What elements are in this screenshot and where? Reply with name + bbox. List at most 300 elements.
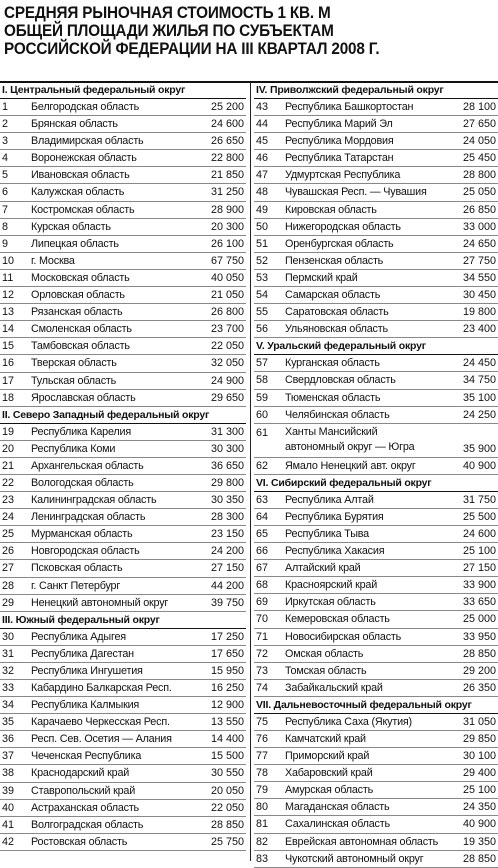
table-row (254, 219, 498, 236)
table-row (254, 611, 498, 628)
region-name: Ленинградская область (31, 511, 146, 524)
row-number: 49 (256, 203, 269, 216)
region-name: Ханты Мансийский автономный округ — Югра (285, 425, 415, 453)
table-row (254, 99, 498, 116)
table-row (254, 150, 498, 167)
row-number: 56 (256, 323, 269, 336)
row-number: 5 (2, 169, 9, 182)
price-value: 28 100 (462, 101, 496, 113)
price-value: 19 800 (462, 306, 496, 319)
price-value: 33 900 (462, 579, 496, 592)
region-name: Калужская область (31, 186, 125, 199)
price-value: 23 150 (210, 528, 244, 541)
row-number: 44 (256, 118, 269, 131)
price-value: 15 950 (210, 664, 244, 677)
table-row (254, 782, 498, 799)
table-row (254, 851, 498, 868)
region-name: Республика Адыгея (31, 630, 126, 643)
region-name: Костромская область (31, 203, 135, 216)
row-number: 36 (2, 733, 15, 746)
region-name: Калининградская область (31, 494, 157, 507)
table-row (0, 184, 246, 201)
table-row (0, 697, 246, 714)
row-number: 40 (2, 801, 15, 814)
row-number: 14 (2, 323, 15, 336)
title-line-2: ОБЩЕЙ ПЛОЩАДИ ЖИЛЬЯ ПО СУБЪЕКТАМ (4, 21, 334, 40)
row-number: 83 (256, 852, 269, 865)
region-name: Республика Хакасия (285, 545, 385, 558)
row-number: 16 (2, 357, 15, 370)
region-name: Курганская область (285, 357, 380, 370)
table-row (0, 800, 246, 817)
price-value: 28 800 (462, 169, 496, 182)
table-row (254, 355, 498, 372)
price-value: 26 800 (210, 306, 244, 319)
price-value: 12 900 (210, 699, 244, 712)
region-name: Псковская область (31, 562, 123, 575)
region-name: Липецкая область (31, 237, 119, 250)
price-value: 30 550 (210, 767, 244, 780)
price-value: 29 800 (210, 476, 244, 489)
price-value: 28 850 (462, 647, 496, 660)
district-header: II. Северо Западный федеральный округ (0, 407, 246, 424)
region-name: Омская область (285, 647, 364, 660)
price-value: 26 850 (462, 203, 496, 216)
row-number: 52 (256, 254, 269, 267)
table-row (0, 680, 246, 697)
row-number: 64 (256, 510, 269, 523)
region-name: Алтайский край (285, 562, 361, 575)
price-value: 22 050 (210, 801, 244, 814)
table-row (254, 629, 498, 646)
table-row (0, 509, 246, 526)
row-number: 75 (256, 715, 269, 728)
title-line-3: РОССИЙСКОЙ ФЕДЕРАЦИИ НА III КВАРТАЛ 2008 Г. (4, 39, 380, 58)
table-row (254, 133, 498, 150)
row-number: 18 (2, 391, 15, 404)
table-row (254, 765, 498, 782)
district-header: IV. Приволжский федеральный округ (254, 82, 498, 99)
price-value: 24 050 (462, 135, 496, 148)
table-row (0, 167, 246, 184)
price-value: 35 100 (462, 391, 496, 404)
price-value: 30 300 (210, 442, 244, 455)
table-row (0, 338, 246, 355)
price-value: 44 200 (210, 579, 244, 592)
row-number: 71 (256, 630, 269, 643)
region-name: Ямало Ненецкий авт. округ (285, 459, 416, 472)
row-number: 17 (2, 374, 15, 387)
row-number: 35 (2, 716, 15, 729)
row-number: 34 (2, 699, 15, 712)
table-row (0, 543, 246, 560)
column-divider (250, 82, 251, 861)
region-name: Курская область (31, 220, 111, 233)
price-value: 23 400 (462, 323, 496, 336)
price-value: 24 250 (462, 408, 496, 421)
row-number: 48 (256, 186, 269, 199)
row-number: 59 (256, 391, 269, 404)
row-number: 19 (2, 425, 15, 438)
table-row (254, 287, 498, 304)
table-row (0, 663, 246, 680)
table-row (0, 475, 246, 492)
price-value: 27 150 (462, 562, 496, 575)
region-name: Ненецкий автономный округ (31, 596, 169, 609)
table-row (254, 731, 498, 748)
table-row (254, 509, 498, 526)
table-row (254, 646, 498, 663)
row-number: 80 (256, 801, 269, 814)
row-number: 1 (2, 101, 9, 113)
row-number: 54 (256, 289, 269, 302)
row-number: 79 (256, 784, 269, 797)
table-row (254, 116, 498, 133)
row-number: 70 (256, 613, 269, 626)
row-number: 55 (256, 306, 269, 319)
region-name: Краснодарский край (31, 767, 130, 780)
table-row (254, 372, 498, 389)
region-name: Ульяновская область (285, 323, 388, 336)
district-header: III. Южный федеральный округ (0, 612, 246, 629)
price-value: 25 500 (462, 510, 496, 523)
row-number: 3 (2, 135, 9, 148)
table-row (254, 304, 498, 321)
row-number: 7 (2, 203, 9, 216)
row-number: 23 (2, 494, 15, 507)
region-name: Республика Тыва (285, 527, 369, 540)
table-row (254, 390, 498, 407)
table-row (254, 270, 498, 287)
price-value: 17 650 (210, 647, 244, 660)
price-value: 40 900 (462, 818, 496, 831)
region-name: Тверская область (31, 357, 117, 370)
table-row (254, 253, 498, 270)
table-row (254, 458, 498, 475)
price-value: 27 750 (462, 254, 496, 267)
row-number: 72 (256, 647, 269, 660)
price-value: 25 050 (462, 186, 496, 199)
table-row (0, 783, 246, 800)
region-name: Республика Дагестан (31, 647, 134, 660)
table-row (254, 560, 498, 577)
price-value: 24 600 (210, 118, 244, 131)
price-value: 28 850 (462, 852, 496, 865)
price-value: 36 650 (210, 459, 244, 472)
table-row (0, 355, 246, 372)
table-row (254, 184, 498, 201)
price-value: 30 450 (462, 289, 496, 302)
region-name: Красноярский край (285, 579, 378, 592)
region-name: Республика Коми (31, 442, 116, 455)
row-number: 31 (2, 647, 15, 660)
page-title (4, 4, 445, 58)
table-row (254, 424, 498, 458)
price-value: 30 350 (210, 494, 244, 507)
row-number: 45 (256, 135, 269, 148)
region-name: Чеченская Республика (31, 750, 142, 763)
table-row (254, 407, 498, 424)
row-number: 20 (2, 442, 15, 455)
table-row (0, 321, 246, 338)
table-row (254, 680, 498, 697)
table-row (254, 816, 498, 833)
region-name: Приморский край (285, 750, 370, 763)
row-number: 4 (2, 152, 9, 165)
region-name: Самарская область (285, 289, 381, 302)
table-row (0, 390, 246, 407)
region-name: Сахалинская область (285, 818, 390, 831)
price-value: 20 050 (210, 784, 244, 797)
price-value: 25 450 (462, 152, 496, 165)
price-value: 26 650 (210, 135, 244, 148)
row-number: 66 (256, 545, 269, 558)
table-row (254, 167, 498, 184)
price-value: 32 050 (210, 357, 244, 370)
row-number: 30 (2, 630, 15, 643)
region-name: Томская область (285, 664, 367, 677)
row-number: 67 (256, 562, 269, 575)
region-name: Тульская область (31, 374, 117, 387)
region-name: Свердловская область (285, 374, 396, 387)
table-row (254, 526, 498, 543)
price-value: 21 850 (210, 169, 244, 182)
table-row (254, 714, 498, 731)
row-number: 12 (2, 289, 15, 302)
table-row (0, 834, 246, 851)
region-name: Астраханская область (31, 801, 139, 814)
price-value: 22 050 (210, 340, 244, 353)
region-name: Республика Татарстан (285, 152, 394, 165)
row-number: 60 (256, 408, 269, 421)
row-number: 27 (2, 562, 15, 575)
region-name: Челябинская область (285, 408, 390, 421)
region-name: Вологодская область (31, 476, 134, 489)
region-name: Ивановская область (31, 169, 130, 182)
region-name: Смоленская область (31, 323, 132, 336)
table-row (0, 304, 246, 321)
table-row (0, 817, 246, 834)
table-row (0, 646, 246, 663)
price-value: 26 100 (210, 237, 244, 250)
row-number: 77 (256, 750, 269, 763)
price-value: 27 150 (210, 562, 244, 575)
table-row (254, 834, 498, 851)
region-name: Магаданская область (285, 801, 390, 814)
table-row (254, 799, 498, 816)
row-number: 42 (2, 835, 15, 848)
row-number: 41 (2, 818, 15, 831)
price-value: 24 600 (462, 527, 496, 540)
table-row (0, 458, 246, 475)
price-value: 39 750 (210, 596, 244, 609)
table-row (254, 577, 498, 594)
region-name: Ярославская область (31, 391, 136, 404)
price-value: 27 650 (462, 118, 496, 131)
region-name: г. Москва (31, 254, 75, 267)
row-number: 6 (2, 186, 9, 199)
row-number: 61 (256, 426, 269, 439)
price-value: 22 800 (210, 152, 244, 165)
row-number: 32 (2, 664, 15, 677)
table-row (0, 748, 246, 765)
row-number: 78 (256, 767, 269, 780)
row-number: 29 (2, 596, 15, 609)
region-name: Камчатский край (285, 733, 366, 745)
table-row (0, 492, 246, 509)
table-row (0, 116, 246, 133)
price-value: 31 050 (462, 715, 496, 728)
table-row (254, 492, 498, 509)
table-row (0, 629, 246, 646)
region-name: Карачаево Черкесская Респ. (31, 716, 170, 729)
price-value: 31 300 (210, 425, 244, 438)
table-row (254, 202, 498, 219)
region-name: Московская область (31, 271, 130, 284)
row-number: 76 (256, 733, 269, 745)
region-name: Пермский край (285, 271, 358, 284)
row-number: 9 (2, 237, 9, 250)
price-value: 28 850 (210, 818, 244, 831)
row-number: 2 (2, 118, 9, 131)
region-name: Кемеровская область (285, 613, 390, 626)
region-name: Чукотский автономный округ (285, 852, 424, 865)
table-row (254, 543, 498, 560)
table-row (0, 765, 246, 782)
price-value: 33 000 (462, 220, 496, 233)
region-name: Орловская область (31, 289, 125, 302)
price-value: 29 400 (462, 767, 496, 780)
price-value: 21 050 (210, 289, 244, 302)
price-value: 24 450 (462, 357, 496, 370)
table-row (254, 748, 498, 765)
region-name: Республика Алтай (285, 493, 374, 506)
region-name: Мурманская область (31, 528, 133, 541)
district-header: I. Центральный федеральный округ (0, 82, 246, 99)
table-row (0, 560, 246, 577)
region-name: Еврейская автономная область (285, 835, 439, 848)
region-name: Тамбовская область (31, 340, 130, 353)
row-number: 21 (2, 459, 15, 472)
table-row (0, 731, 246, 748)
row-number: 28 (2, 579, 15, 592)
price-value: 17 250 (210, 630, 244, 643)
left-column (0, 82, 246, 851)
row-number: 38 (2, 767, 15, 780)
table-row (0, 99, 246, 116)
price-value: 29 200 (462, 664, 496, 677)
row-number: 73 (256, 664, 269, 677)
row-number: 15 (2, 340, 15, 353)
table-row (0, 287, 246, 304)
region-name: Белгородская область (31, 101, 139, 113)
region-name: Ростовская область (31, 835, 128, 848)
region-name: Амурская область (285, 784, 374, 797)
table-row (0, 578, 246, 595)
region-name: Респ. Сев. Осетия — Алания (31, 733, 172, 746)
region-name: Иркутская область (285, 596, 376, 609)
row-number: 8 (2, 220, 9, 233)
price-value: 24 200 (210, 545, 244, 558)
row-number: 58 (256, 374, 269, 387)
row-number: 51 (256, 237, 269, 250)
price-value: 28 900 (210, 203, 244, 216)
price-value: 25 100 (462, 545, 496, 558)
region-name: Ставропольский край (31, 784, 136, 797)
region-name: Архангельская область (31, 459, 144, 472)
row-number: 43 (256, 101, 269, 113)
region-name: Республика Мордовия (285, 135, 394, 148)
table-row (0, 219, 246, 236)
region-name: Новгородская область (31, 545, 140, 558)
district-header: V. Уральский федеральный округ (254, 338, 498, 355)
row-number: 33 (2, 682, 15, 694)
region-name: Тюменская область (285, 391, 381, 404)
row-number: 81 (256, 818, 269, 831)
row-number: 63 (256, 493, 269, 506)
row-number: 10 (2, 254, 15, 267)
row-number: 74 (256, 681, 269, 694)
table-row (0, 202, 246, 219)
region-name: Забайкальский край (285, 681, 383, 694)
region-name: Воронежская область (31, 152, 137, 165)
region-name: Оренбургская область (285, 237, 394, 250)
district-header: VII. Дальневосточный федеральный округ (254, 697, 498, 714)
region-name: Рязанская область (31, 306, 123, 319)
table-row (0, 424, 246, 441)
region-name: Республика Бурятия (285, 510, 384, 523)
price-value: 34 750 (462, 374, 496, 387)
price-value: 33 650 (462, 596, 496, 609)
price-value: 24 900 (210, 374, 244, 387)
table-row (254, 594, 498, 611)
price-value: 31 250 (210, 186, 244, 199)
region-name: Чувашская Респ. — Чувашия (285, 186, 427, 199)
table-row (0, 270, 246, 287)
row-number: 24 (2, 511, 15, 524)
price-value: 24 350 (462, 801, 496, 814)
price-value: 30 100 (462, 750, 496, 763)
price-value: 26 350 (462, 681, 496, 694)
price-value: 23 700 (210, 323, 244, 336)
row-number: 62 (256, 459, 269, 472)
price-value: 25 100 (462, 784, 496, 797)
region-name: г. Санкт Петербург (31, 579, 121, 592)
region-name: Хабаровский край (285, 767, 373, 780)
price-value: 40 050 (210, 271, 244, 284)
row-number: 57 (256, 357, 269, 370)
region-name: Брянская область (31, 118, 118, 131)
price-value: 29 850 (462, 733, 496, 745)
table-row (254, 321, 498, 338)
table-row (254, 236, 498, 253)
table-row (0, 373, 246, 390)
price-value: 20 300 (210, 220, 244, 233)
region-name: Нижегородская область (285, 220, 401, 233)
region-name: Республика Марий Эл (285, 118, 393, 131)
row-number: 22 (2, 476, 15, 489)
table-row (254, 663, 498, 680)
price-value: 25 750 (210, 835, 244, 848)
region-name: Удмуртская Республика (285, 169, 401, 182)
row-number: 69 (256, 596, 269, 609)
price-value: 29 650 (210, 391, 244, 404)
district-header: VI. Сибирский федеральный округ (254, 475, 498, 492)
row-number: 53 (256, 271, 269, 284)
table-row (0, 133, 246, 150)
table-row (0, 150, 246, 167)
price-value: 25 000 (462, 613, 496, 626)
